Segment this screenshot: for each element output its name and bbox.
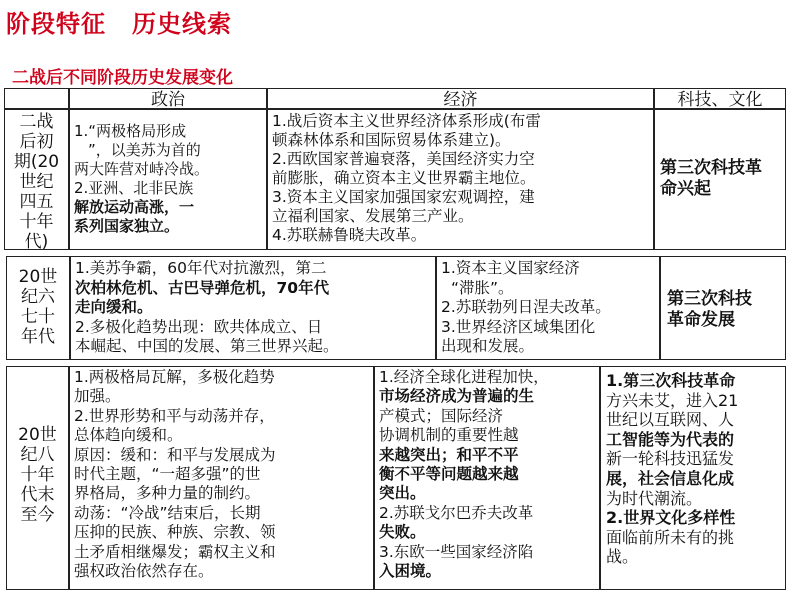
column-header-economy: 经济 <box>267 88 654 109</box>
row3-tech-cell: 1.第三次科技革命 方兴未艾，进入21 世纪以互联网、人 工智能等为代表的 新一轮科技迅猛发 展，社会信息化成 为时代潮流。 2.世界文化多样性 面临前所未有的挑 战。 <box>600 366 786 590</box>
row1-era-cell: 二战 后初 期(20 世纪 四五 十年 代) <box>4 109 69 250</box>
column-header-politics: 政治 <box>69 88 267 109</box>
row2-politics-cell: 1.美苏争霸，60年代对抗激烈，第二 次柏林危机、古巴导弹危机，70年代 走向缓和。 2.多极化趋势出现：欧共体成立、日 本崛起、中国的发展、第三世界兴起。 <box>70 256 436 360</box>
header-corner-cell <box>4 88 69 109</box>
row3-era-cell: 20世 纪八 十年 代末 至今 <box>6 366 69 590</box>
heading-historical-clues: 历史线索 <box>132 10 232 38</box>
row2-tech-cell: 第三次科技 革命发展 <box>660 256 786 360</box>
row3-economy-cell: 1.经济全球化进程加快， 市场经济成为普遍的生 产模式；国际经济 协调机制的重要性越 来越突出；和平不平 衡不平等问题越来越 突出。 2.苏联戈尔巴乔夫改革 失败。 3.东欧一些国家经济陷 入困境。 <box>374 366 600 590</box>
row1-economy-cell: 1.战后资本主义世界经济体系形成(布雷 顿森林体系和国际贸易体系建立)。 2.西欧国家普遍衰落，美国经济实力空 前膨胀，确立资本主义世界霸主地位。 3.资本主义国家加强国家宏观调控，建 立福利国家、发展第三产业。 4.苏联赫鲁晓夫改革。 <box>267 109 654 250</box>
row1-politics-cell: 1.“两极格局形成 ”，以美苏为首的 两大阵营对峙冷战。 2.亚洲、北非民族 解放运动高涨，一 系列国家独立。 <box>69 109 267 250</box>
row2-economy-cell: 1.资本主义国家经济 “滞胀”。 2.苏联勃列日涅夫改革。 3.世界经济区域集团化 出现和发展。 <box>436 256 660 360</box>
column-header-tech-culture: 科技、文化 <box>654 88 786 109</box>
page-heading <box>6 4 232 39</box>
row3-politics-cell: 1.两极格局瓦解，多极化趋势 加强。 2.世界形势和平与动荡并存， 总体趋向缓和。 原因：缓和：和平与发展成为 时代主题，“一超多强”的世 界格局，多种力量的制约。 动荡：“冷战”结束后，长期 压抑的民族、种族、宗教、领 土矛盾相继爆发；霸权主义和 强权政治依然存在。 <box>69 366 374 590</box>
section-subtitle: 二战后不同阶段历史发展变化 <box>12 68 233 88</box>
row2-era-cell: 20世 纪六 七十 年代 <box>6 256 70 360</box>
heading-stage-features: 阶段特征 <box>6 10 106 38</box>
row1-tech-cell: 第三次科技革 命兴起 <box>654 109 786 250</box>
